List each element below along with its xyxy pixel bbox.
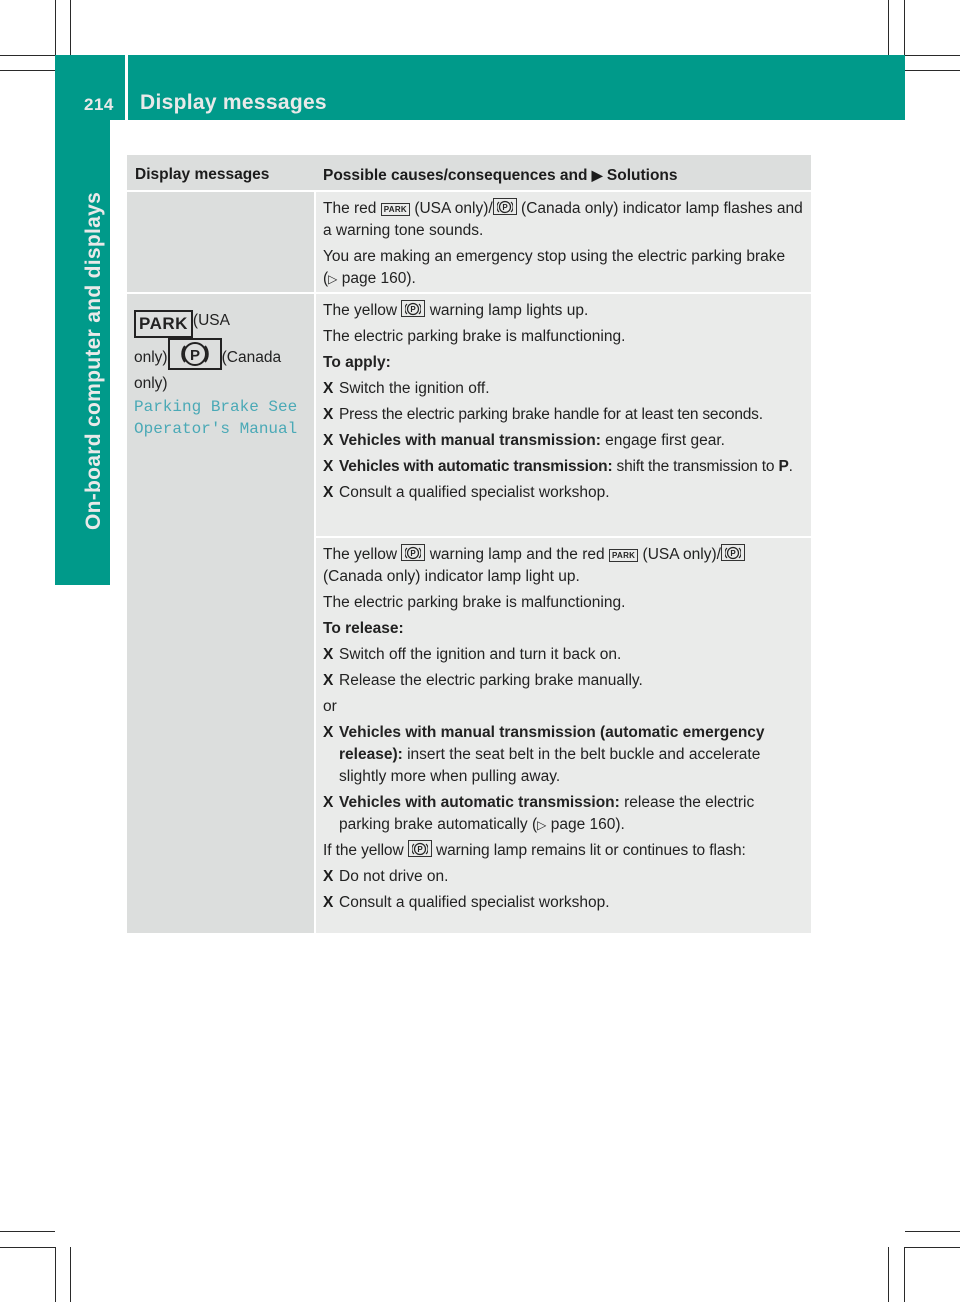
step-item (323, 792, 803, 836)
step-marker-icon: X (323, 868, 334, 885)
step-marker-icon: X (323, 406, 334, 423)
crop-mark (888, 0, 889, 55)
crop-mark (0, 1231, 55, 1232)
step-label: Vehicles with automatic transmission: (339, 794, 620, 811)
step-text: Consult a qualified specialist workshop. (339, 894, 610, 911)
crop-mark (0, 70, 55, 71)
crop-mark (905, 1247, 960, 1248)
step-item (323, 482, 803, 504)
row3-heading: To release: (323, 620, 404, 637)
row3-paragraph-2: The electric parking brake is malfunctioning. (323, 594, 626, 611)
row1-text-a: The red (323, 200, 377, 217)
svg-text:P: P (417, 845, 423, 854)
row3-text-b: warning lamp and the red (429, 546, 605, 563)
row1-text-e: ). (406, 270, 416, 287)
parking-brake-lamp-small-icon (408, 840, 432, 857)
gear-position: P (778, 458, 789, 475)
park-lamp-small-icon: PARK (609, 549, 638, 562)
step-marker-icon: X (323, 432, 334, 449)
step-text: shift the transmission to (616, 458, 775, 475)
step-text: Consult a qualified specialist workshop. (339, 484, 610, 501)
display-message-text (134, 396, 306, 440)
crop-mark (905, 70, 960, 71)
step-marker-icon: X (323, 380, 334, 397)
step-text: Switch off the ignition and turn it back on. (339, 646, 622, 663)
step-marker-icon: X (323, 894, 334, 911)
step-marker-icon: X (323, 646, 334, 663)
row3-solution-cell (316, 538, 811, 933)
step-text: engage first gear. (605, 432, 725, 449)
row2-text-a: The yellow (323, 302, 398, 319)
display-message-line-2: Operator's Manual (134, 420, 298, 438)
row3-paragraph-3 (323, 840, 803, 862)
step-item (323, 404, 803, 426)
park-lamp-icon: PARK (134, 310, 193, 338)
left-cell-message (127, 294, 314, 933)
left-cell-empty (127, 192, 314, 292)
row1-text-d: You are making an emergency stop using the electric parking brake ( (323, 248, 786, 287)
step-item (323, 456, 803, 478)
page-ref-icon: ▷ (537, 818, 547, 832)
column-header-solutions-text: Possible causes/consequences and (323, 167, 588, 184)
page-ref-icon: ▷ (328, 272, 338, 286)
only-label: only) (134, 349, 168, 366)
row2-solution-cell (316, 294, 811, 536)
park-lamp-small-icon: PARK (381, 203, 410, 216)
crop-mark (0, 1247, 55, 1248)
step-item (323, 644, 803, 666)
row3-text-c: (USA only)/ (642, 546, 721, 563)
column-header-solutions (323, 164, 678, 187)
arrow-icon: ▶ (591, 167, 603, 183)
parking-brake-lamp-small-icon (721, 544, 745, 561)
step-item (323, 378, 803, 400)
crop-mark (55, 0, 56, 55)
row3-text-a: The yellow (323, 546, 398, 563)
message-indicators (134, 308, 306, 397)
crop-mark (0, 55, 55, 56)
usa-label: (USA (192, 312, 230, 329)
crop-mark (888, 1247, 889, 1302)
svg-text:P: P (189, 347, 200, 364)
step-marker-icon: X (323, 458, 334, 475)
page-reference-link[interactable]: page 160 (550, 816, 616, 833)
svg-text:P: P (730, 549, 736, 558)
row2-paragraph-2: The electric parking brake is malfunctioning. (323, 328, 626, 345)
row3-text-f: warning lamp remains lit or continues to flash: (435, 842, 746, 859)
crop-mark (904, 0, 905, 55)
step-marker-icon: X (323, 672, 334, 689)
page-number: 214 (84, 95, 114, 114)
step-marker-icon: X (323, 484, 334, 501)
row3-text-d: (Canada only) indicator lamp light up. (323, 568, 580, 585)
step-text: Do not drive on. (339, 868, 449, 885)
step-label: Vehicles with automatic transmission: (339, 458, 613, 475)
step-item (323, 670, 803, 692)
canada-label: (Canada (221, 349, 282, 366)
parking-brake-lamp-small-icon (401, 300, 425, 317)
parking-brake-lamp-small-icon (401, 544, 425, 561)
header-divider (125, 55, 128, 120)
crop-mark (904, 1247, 905, 1302)
row2-heading: To apply: (323, 354, 391, 371)
crop-mark (905, 1231, 960, 1232)
svg-text:P: P (410, 549, 417, 558)
row1-paragraph-1 (323, 198, 803, 242)
svg-text:P: P (410, 305, 417, 314)
row3-text-e: If the yellow (323, 842, 404, 859)
crop-mark (55, 1247, 56, 1302)
row3-paragraph-1 (323, 544, 803, 588)
step-marker-icon: X (323, 724, 334, 741)
table-header (127, 155, 811, 190)
crop-mark (70, 0, 71, 55)
step-text: Release the electric parking brake manually. (339, 672, 643, 689)
crop-mark (905, 55, 960, 56)
step-item (323, 866, 803, 888)
step-text: release the electric parking brake automatically ( (339, 794, 755, 833)
step-text: Press the electric parking brake handle for at least ten seconds. (339, 406, 763, 423)
or-label: or (323, 698, 337, 715)
row2-text (323, 300, 803, 508)
row2-text-b: warning lamp lights up. (429, 302, 589, 319)
only-label-2: only) (134, 375, 168, 392)
parking-brake-lamp-small-icon (493, 198, 517, 215)
step-item (323, 722, 803, 788)
side-tab-label: On-board computer and displays (82, 191, 105, 530)
step-marker-icon: X (323, 794, 334, 811)
row1-text-b: (USA only)/ (414, 200, 493, 217)
svg-text:P: P (502, 203, 508, 212)
step-item (323, 892, 803, 914)
column-header-messages: Display messages (135, 166, 270, 183)
row1-paragraph-2 (323, 246, 803, 290)
parking-brake-lamp-icon (168, 338, 222, 370)
step-text: insert the seat belt in the belt buckle and accelerate slightly more when pulling away. (339, 746, 761, 785)
crop-mark (70, 1247, 71, 1302)
row1-text-c: (Canada only) indicator lamp flashes and a warning tone sounds. (323, 200, 803, 239)
row1-solution-cell (316, 192, 811, 292)
step-text-end: ). (615, 816, 625, 833)
row3-text (323, 544, 803, 918)
step-label: Vehicles with manual transmission (automatic emergency release): (339, 724, 765, 763)
page-reference-link[interactable]: page 160 (341, 270, 407, 287)
step-item (323, 430, 803, 452)
column-header-solutions-tail: Solutions (606, 167, 678, 184)
step-text: Switch the ignition off. (339, 380, 490, 397)
step-label: Vehicles with manual transmission: (339, 432, 601, 449)
row2-paragraph-1 (323, 300, 803, 322)
step-text-end: . (788, 458, 793, 475)
page-title: Display messages (140, 91, 327, 114)
row1-text (323, 198, 803, 294)
display-message-line-1: Parking Brake See (134, 398, 298, 416)
